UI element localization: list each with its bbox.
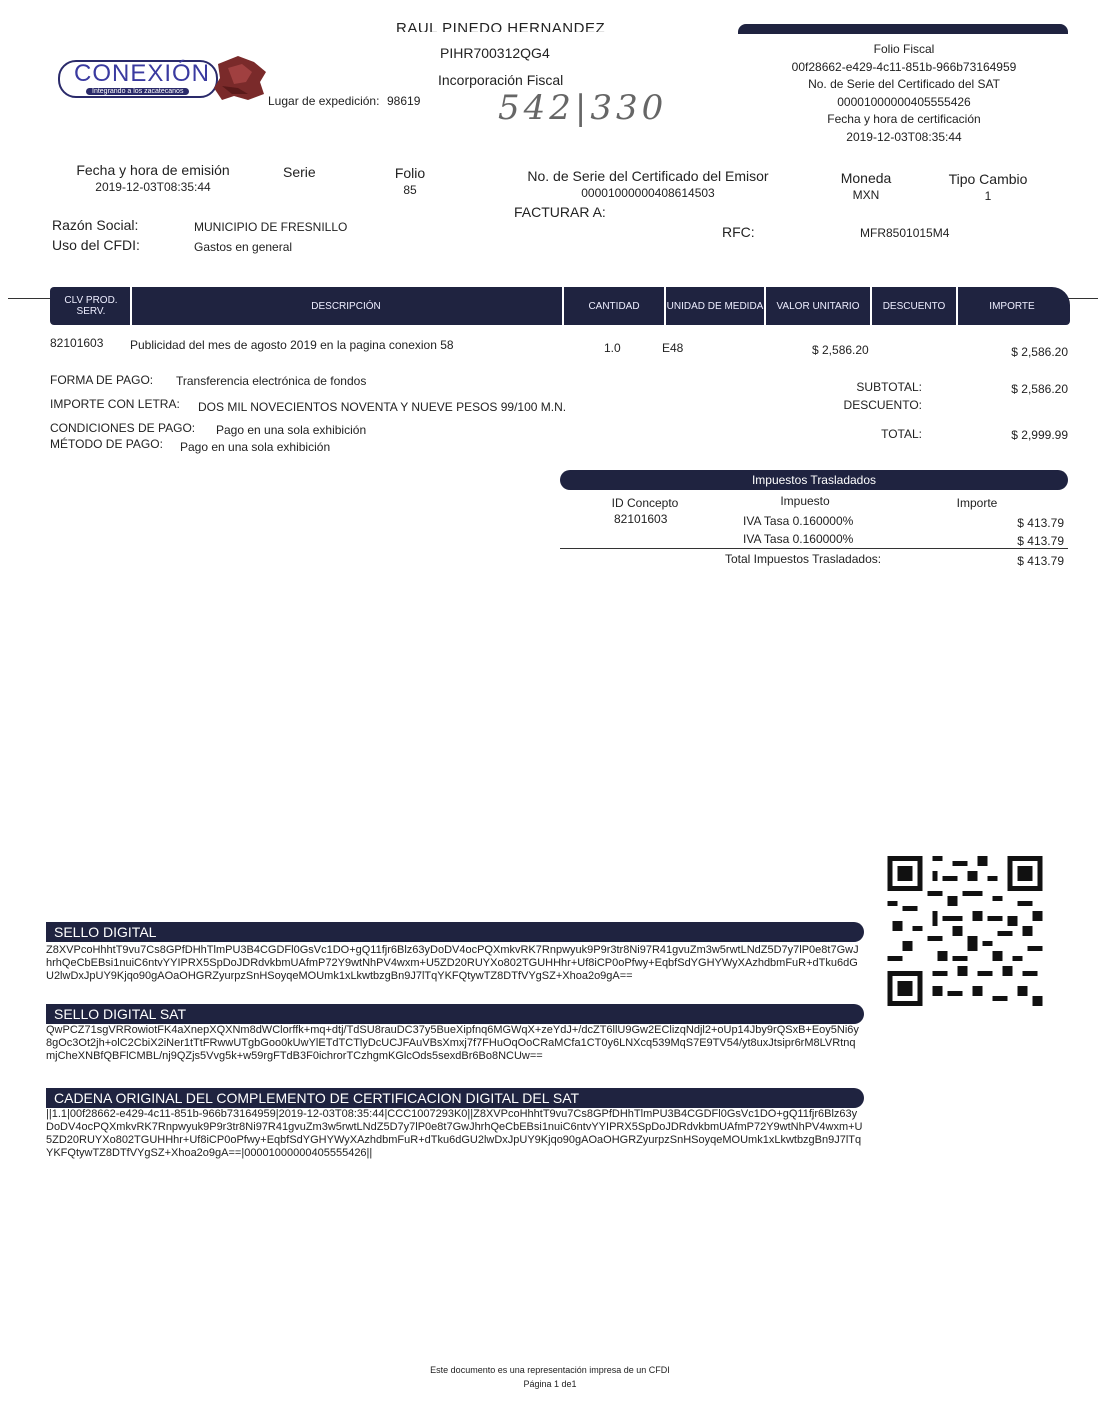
issuer-rfc: PIHR700312QG4 [440,45,550,61]
col-descripcion: DESCRIPCIÓN [311,300,381,312]
table-header [50,287,1070,325]
total-value: $ 2,999.99 [1011,428,1068,442]
condiciones-value: Pago en una sola exhibición [216,423,367,437]
taxes-col-concepto: ID Concepto [611,496,679,510]
sello-digital-title: SELLO DIGITAL [46,922,864,942]
cert-emisor-value: 00001000000408614503 [581,186,715,200]
moneda-label: Moneda [840,170,892,186]
folio-fiscal-label: Folio Fiscal [873,42,935,56]
folio-value: 85 [403,183,417,197]
cadena-value: ||1.1|00f28662-e429-4c11-851b-966b73164959|2019-12-03T08:35:44|CCC1007293K0||Z8XVPcoHhhtT9vu7Cs8GPfDHhTlmPU3B4CGDFl0GsVc1DO+gQ11fjr6Blz63yDoDV4ocPQXmkvRK7Rnpwyuk9P9r3tr8Ni97R41gvuZm3w5rwtLNdZ5D7y7lP0e8t7GwJhrhQeCbEBsi1nuiC6ntvYYIPRX5SpDoJDRdvkbmUAfmP72Y9wtNhPV4wxm+U5ZD20RUYXo802TGUHHhr+Uf8iCP0oPfwy+EqbfSdYGHYWyXAzhdbmFuR+dTku6dGU2lwDxJpUY9Kjqo90gAOaOHGRZyurpzSnHSoyqeMOUmk1xLkwtbzgBn9J7lTqYKFQtywTZ8DTfVYgSZ+Xhoa2o9gA==|00001000000405555426|| [46,1108,863,1159]
uso-value: Gastos en general [194,240,293,254]
row-unidad: E48 [662,341,684,355]
col-descuento: DESCUENTO [882,300,946,312]
issuer-regime: Incorporación Fiscal [438,72,564,88]
metodo-label: MÉTODO DE PAGO: [50,437,163,451]
total-label: TOTAL: [881,427,922,441]
tipo-cambio-value: 1 [984,189,992,203]
taxes-title: Impuestos Trasladados [751,473,877,487]
logo-tagline: Integrando a los zacatecanos [86,88,189,95]
client-rfc-label: RFC: [722,224,755,240]
sello-sat-title: SELLO DIGITAL SAT [46,1004,864,1024]
facturar-label: FACTURAR A: [514,204,606,220]
subtotal-value: $ 2,586.20 [1011,382,1068,396]
sello-digital-value: Z8XVPcoHhhtT9vu7Cs8GPfDHhTlmPU3B4CGDFl0GsVc1DO+gQ11fjr6Blz63yDoDV4ocPQXmkvRK7Rnpwyuk9P9r3tr8Ni97R41gvuZm3w5rwtLNdZ5D7y7lP0e8t7GwJhrhQeCbEBsi1nuiC6ntvYYIPRX5SpDoJDRdvkbmUAfmP72Y9wtNhPV4wxm+U5ZD20RUYXo802TGUHHhr+Uf8iCP0oPfwy+EqbfSdYGHYWyXAzhdbmFuR+dTku6dGU2lwDxJpUY9Kjqo90gAOaOHGRZyurpzSnHSoyqeMOUmk1xLkwtbzgBn9J7lTqYKFQtywTZ8DTfVYgSZ+Xhoa2o9gA== [46,944,859,982]
col-valor: VALOR UNITARIO [776,300,860,312]
sello-sat-value: QwPCZ71sgVRRowiotFK4aXnepXQXNm8dWClorffk+mq+dtj/TdSU8rauDC37y5BueXipfnq6MGWqX+zeYdJ+/dcZT6llU9Gw2EClizqNdjl2+oUp14Jby9rQSxB+Eoy5Ni6y8gOc3Ot2jh+olC2CbiX2iNer1tTtFRwwUTgbGoo0kUwYlETdTCTlyDcUCJFAuVBsXmxj7f7FHuOqOoCRaMCfa1CT0y6LNXcq539MqS7E9TV54/yt8uxJtsipr6rM8LVRtnqmjCheXNBfQBFlCMBL/nj9QZjs5Vvg5k+w59rgFTdB3F0ichrorTCzhgmKGlcOds5sexdBr6Bo8NCUw== [46,1024,859,1062]
logo-text: CONEXIÓN [74,60,211,87]
cert-sat-label: No. de Serie del Certificado del SAT [808,77,1000,91]
taxes-col-importe: Importe [956,496,998,510]
serie-label: Serie [283,164,316,180]
header-bar-right [738,24,1068,34]
taxes-rule [560,548,1068,549]
taxes-total-label: Total Impuestos Trasladados: [725,552,882,566]
forma-label: FORMA DE PAGO: [50,373,154,387]
folio-fiscal-value: 00f28662-e429-4c11-851b-966b73164959 [791,60,1017,74]
condiciones-label: CONDICIONES DE PAGO: [50,421,196,435]
issuer-name: RAUL PINEDO HERNANDEZ [396,20,606,32]
uso-label: Uso del CFDI: [52,237,140,253]
descuento-label: DESCUENTO: [843,398,922,412]
row-clave: 82101603 [50,336,104,350]
subtotal-label: SUBTOTAL: [856,380,922,394]
col-importe: IMPORTE [989,300,1035,312]
row-descripcion: Publicidad del mes de agosto 2019 en la pagina conexion 58 [130,338,454,352]
taxes-concepto-value: 82101603 [614,512,668,526]
row-valor: $ 2,586.20 [812,343,869,357]
taxes-total-value: $ 413.79 [1017,554,1064,568]
metodo-value: Pago en una sola exhibición [180,440,331,454]
zacatecas-map-icon [208,54,270,104]
taxes-header [560,470,1068,490]
taxes-row: IVA Tasa 0.160000% [743,532,854,546]
cert-date-label: Fecha y hora de certificación [827,112,981,126]
razon-label: Razón Social: [52,217,139,233]
company-logo [58,54,270,106]
tipo-cambio-label: Tipo Cambio [948,171,1028,187]
issuer-place-value: 98619 [387,94,421,108]
letra-value: DOS MIL NOVECIENTOS NOVENTA Y NUEVE PESOS 99/100 M.N. [198,400,567,414]
row-cantidad: 1.0 [604,341,621,355]
client-rfc-value: MFR8501015M4 [860,226,950,240]
taxes-row: IVA Tasa 0.160000% [743,514,854,528]
forma-value: Transferencia electrónica de fondos [176,374,367,388]
taxes-row-importe: $ 413.79 [1017,516,1064,530]
cert-emisor-label: No. de Serie del Certificado del Emisor [527,168,769,184]
row-importe: $ 2,586.20 [1011,345,1068,359]
footer-page: Página 1 de1 [523,1379,577,1389]
emision-label: Fecha y hora de emisión [76,162,230,178]
razon-value: MUNICIPIO DE FRESNILLO [194,220,348,234]
qr-code-icon [887,856,1043,1006]
handwritten-note: 542|330 [498,88,668,128]
letra-label: IMPORTE CON LETRA: [50,397,180,411]
issuer-place-label: Lugar de expedición: [268,94,380,108]
cert-sat-value: 00001000000405555426 [837,95,971,109]
emision-value: 2019-12-03T08:35:44 [95,180,211,194]
col-unidad: UNIDAD DE MEDIDA [666,300,764,312]
cadena-title: CADENA ORIGINAL DEL COMPLEMENTO DE CERTIFICACION DIGITAL DEL SAT [46,1088,864,1108]
col-clave: CLV PROD. SERV. [64,295,118,317]
footer-note: Este documento es una representación impresa de un CFDI [430,1365,670,1375]
col-cantidad: CANTIDAD [588,300,640,312]
taxes-col-impuesto: Impuesto [780,494,830,508]
folio-label: Folio [394,165,426,181]
taxes-row-importe: $ 413.79 [1017,534,1064,548]
cert-date-value: 2019-12-03T08:35:44 [846,130,962,144]
moneda-value: MXN [852,188,880,202]
